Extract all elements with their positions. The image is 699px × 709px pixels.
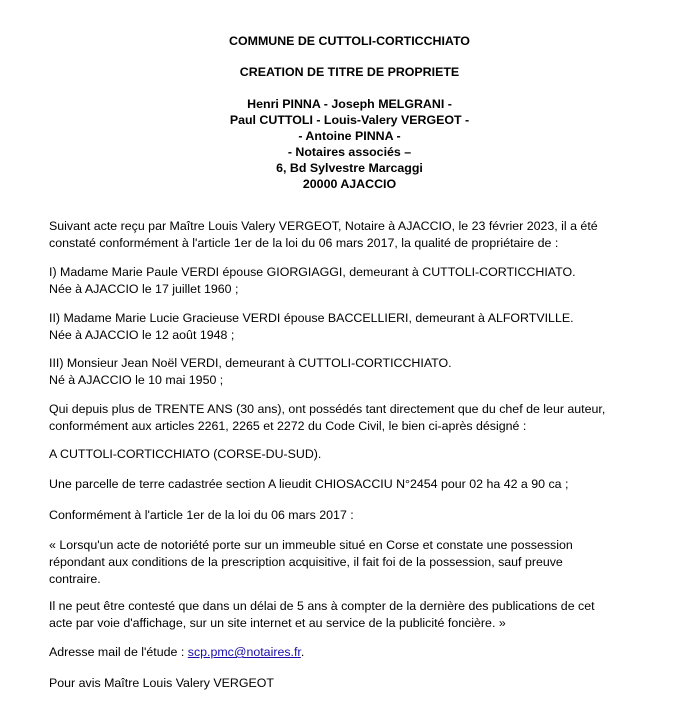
mail-paragraph	[49, 644, 659, 661]
notaries-address: 6, Bd Sylvestre Marcaggi	[276, 161, 423, 175]
owner-line: Née à AJACCIO le 12 août 1948 ;	[49, 328, 235, 342]
notaries-line: - Antoine PINNA -	[298, 129, 401, 143]
law-reference-line: Conformément à l'article 1er de la loi du 06 mars 2017 :	[49, 508, 354, 522]
notaries-line: Henri PINNA - Joseph MELGRANI -	[247, 97, 452, 111]
owner-line: II) Madame Marie Lucie Gracieuse VERDI épouse BACCELLIERI, demeurant à ALFORTVILLE.	[49, 311, 574, 325]
quote-line: répondant aux conditions de la prescription acquisitive, il fait foi de la possession, sauf preuve	[49, 555, 563, 569]
closing-line: Pour avis Maître Louis Valery VERGEOT	[49, 676, 274, 690]
owner-1-paragraph	[49, 264, 659, 298]
mail-label: Adresse mail de l'étude :	[49, 645, 188, 659]
quote-line: contraire.	[49, 572, 101, 586]
possession-line: Qui depuis plus de TRENTE ANS (30 ans), ont possédés tant directement que du chef de leur auteur,	[49, 402, 606, 416]
notaries-city: 20000 AJACCIO	[302, 177, 397, 191]
mail-end: .	[300, 645, 305, 659]
location-paragraph	[49, 446, 659, 463]
header-commune	[0, 33, 699, 49]
owner-line: I) Madame Marie Paule VERDI épouse GIORGIAGGI, demeurant à CUTTOLI-CORTICCHIATO.	[49, 265, 576, 279]
quote-line: « Lorsqu'un acte de notoriété porte sur un immeuble situé en Corse et constate une possession	[49, 538, 573, 552]
location-line: A CUTTOLI-CORTICCHIATO (CORSE-DU-SUD).	[49, 447, 322, 461]
law-reference-paragraph	[49, 507, 659, 524]
header-title	[0, 64, 699, 80]
mail-line	[49, 644, 659, 661]
owner-line: III) Monsieur Jean Noël VERDI, demeurant à CUTTOLI-CORTICCHIATO.	[49, 356, 452, 370]
closing-paragraph	[49, 675, 659, 692]
commune-title: COMMUNE DE CUTTOLI-CORTICCHIATO	[229, 34, 470, 48]
owner-2-paragraph	[49, 310, 659, 344]
parcel-line: Une parcelle de terre cadastrée section A lieudit CHIOSACCIU N°2454 pour 02 ha 42 a 90 ca ;	[49, 477, 569, 491]
contest-line: Il ne peut être contesté que dans un délai de 5 ans à compter de la dernière des publications de cet	[49, 599, 595, 613]
possession-paragraph	[49, 401, 659, 435]
possession-line: conformément aux articles 2261, 2265 et 2272 du Code Civil, le bien ci-après désigné :	[49, 419, 527, 433]
email-link[interactable]: scp.pmc@notaires.fr	[187, 645, 301, 659]
owner-3-paragraph	[49, 355, 659, 389]
owner-line: Né à AJACCIO le 10 mai 1950 ;	[49, 373, 224, 387]
notaries-line: - Notaires associés –	[287, 145, 412, 159]
intro-line: Suivant acte reçu par Maître Louis Valery VERGEOT, Notaire à AJACCIO, le 23 février 2023, il a été	[49, 219, 598, 233]
notaries-line: Paul CUTTOLI - Louis-Valery VERGEOT -	[229, 113, 470, 127]
quote-paragraph	[49, 537, 659, 588]
intro-paragraph	[49, 218, 659, 252]
notaries-block	[0, 96, 699, 192]
owner-line: Née à AJACCIO le 17 juillet 1960 ;	[49, 282, 239, 296]
intro-line: constaté conformément à l'article 1er de la loi du 06 mars 2017, la qualité de propriétaire de :	[49, 236, 559, 250]
notice-title: CREATION DE TITRE DE PROPRIETE	[239, 65, 460, 79]
contest-line: acte par voie d'affichage, sur un site internet et au service de la publicité foncière. »	[49, 616, 506, 630]
contest-paragraph	[49, 598, 659, 632]
parcel-paragraph	[49, 476, 659, 493]
